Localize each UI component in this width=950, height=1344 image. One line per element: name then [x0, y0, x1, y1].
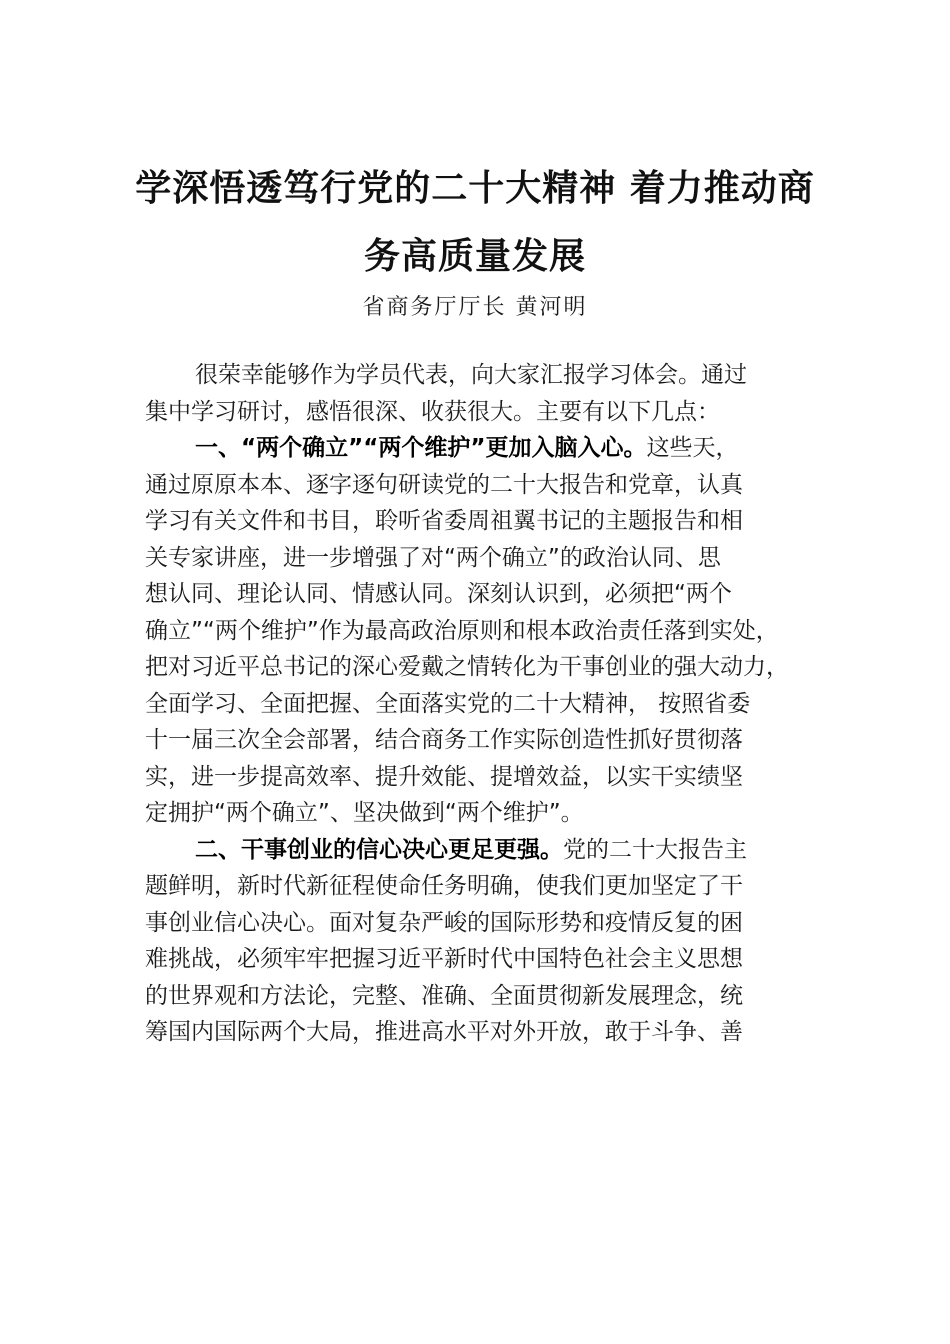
paragraph-line: 学习有关文件和书目，聆听省委周祖翼书记的主题报告和相: [145, 508, 743, 534]
paragraph-line: 通过原原本本、逐字逐句研读党的二十大报告和党章，认真: [145, 471, 743, 498]
paragraph-line: 很荣幸能够作为学员代表，向大家汇报学习体会。通过: [195, 362, 747, 388]
paragraph-line: 确立”“两个维护”作为最高政治原则和根本政治责任落到实处，: [145, 617, 779, 644]
document-body: [145, 357, 835, 1051]
author-byline: 省商务厅厅长 黄河明: [362, 295, 588, 320]
paragraph-line: 筹国内国际两个大局，推进高水平对外开放，敢于斗争、善: [145, 1019, 743, 1045]
paragraph-line: 十一届三次全会部署，结合商务工作实际创造性抓好贯彻落: [145, 727, 743, 753]
document-title-line-1: 学深悟透笃行党的二十大精神 着力推动商: [135, 167, 815, 209]
paragraph-line: 集中学习研讨，感悟很深、收获很大。主要有以下几点：: [145, 398, 720, 425]
paragraph-line: 关专家讲座，进一步增强了对“两个确立”的政治认同、思: [145, 544, 721, 571]
paragraph-line: 难挑战，必须牢牢把握习近平新时代中国特色社会主义思想: [145, 946, 743, 972]
paragraph-line: 把对习近平总书记的深心爱戴之情转化为干事创业的强大动力，: [145, 654, 789, 680]
paragraph-intro: [145, 357, 835, 430]
section-heading-2: 二、干事创业的信心决心更足更强。: [195, 836, 563, 863]
paragraph-line: 实，进一步提高效率、提升效能、提增效益，以实干实绩坚: [145, 763, 743, 790]
paragraph-line: 全面学习、全面把握、全面落实党的二十大精神， 按照省委: [145, 690, 751, 717]
paragraph-2: [145, 832, 835, 1051]
paragraph-line-rest: 党的二十大报告主: [563, 836, 747, 863]
paragraph-line-rest: 这些天，: [646, 435, 739, 461]
paragraph-first-line: [145, 430, 835, 467]
paragraph-first-line: [145, 832, 835, 869]
paragraph-1: [145, 430, 835, 832]
section-heading-1: 一、“两个确立”“两个维护”更加入脑入心。: [195, 435, 647, 461]
paragraph-line: 定拥护“两个确立”、坚决做到“两个维护”。: [145, 800, 584, 826]
paragraph-line: 事创业信心决心。面对复杂严峻的国际形势和疫情反复的困: [145, 909, 743, 936]
paragraph-line: 的世界观和方法论，完整、准确、全面贯彻新发展理念，统: [145, 982, 743, 1009]
paragraph-line: 想认同、理论认同、情感认同。深刻认识到，必须把“两个: [145, 581, 732, 607]
document-title-line-2: 务高质量发展: [363, 235, 586, 277]
paragraph-line: 题鲜明，新时代新征程使命任务明确，使我们更加坚定了干: [145, 873, 743, 899]
